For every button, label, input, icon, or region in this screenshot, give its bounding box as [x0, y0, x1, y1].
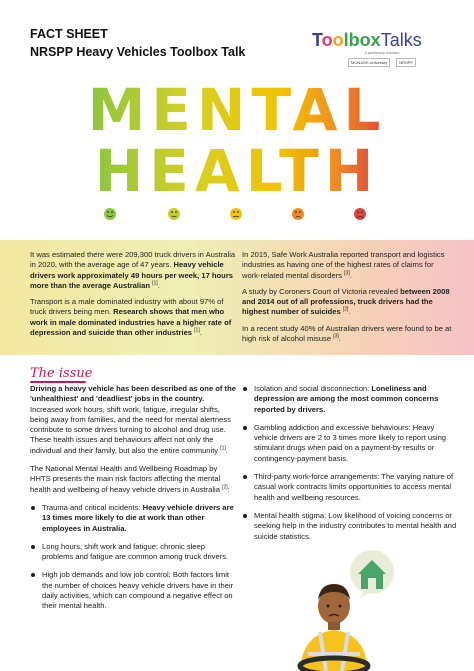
- logo-tagline: A partnership between: [364, 51, 400, 55]
- partner-nrspp-logo: NRSPP: [396, 58, 416, 67]
- driver-illustration: [290, 540, 430, 671]
- emoji-face-icon: [230, 208, 242, 220]
- intro-paragraph: A study by Coroners Court of Victoria revealed between 2008 and 2014 out of all professions, truck drivers had the highest number of suicides [2].: [242, 286, 450, 317]
- list-item: Gambling addiction and excessive behaviours: Heavy vehicle drivers are 2 to 3 times more likely to report using stimulant drugs when paid on a payment-by results or contingency-payment basis.: [242, 423, 457, 464]
- risk-factor-list: [242, 384, 457, 542]
- list-item: Third-party work-force arrangements: The varying nature of casual work contracts limits opportunities to access mental health and wellbeing resources.: [242, 472, 457, 503]
- list-item: Mental health stigma: Low likelihood of voicing concerns or seeking help in the industry contributes to mental health and suicide statistics.: [242, 511, 457, 542]
- title-svg: [0, 78, 474, 238]
- emoji-face-icon: [168, 208, 180, 220]
- risk-factor-list: [30, 503, 236, 612]
- emoji-face-icon: [292, 208, 304, 220]
- issue-left-column: [30, 384, 236, 620]
- intro-paragraph: It was estimated there were 209,300 truck drivers in Australia in 2020, with the average age of 47 years. Heavy vehicle drivers work approximately 49 hours per week, 17 hours more than the average Australian [1].: [30, 250, 236, 290]
- heading-underline: [30, 381, 86, 383]
- intro-paragraph: Transport is a male dominated industry with about 97% of truck drivers being men. Research shows that men who work in male dominated industries have a higher rate of depression and suicide than other industries [1].: [30, 297, 232, 338]
- partner-logos: [312, 58, 452, 67]
- toolbox-talks-logo: [312, 30, 452, 67]
- title-line-1: MENTAL: [87, 78, 387, 144]
- emoji-face-icon: [104, 208, 116, 220]
- title-art: [0, 78, 474, 238]
- emoji-face-icon: [354, 208, 366, 220]
- list-item: Long hours, shift work and fatigue: chronic sleep problems and fatigue are common among truck drivers.: [30, 542, 236, 563]
- house-icon: [350, 550, 394, 598]
- section-heading-issue: The issue: [30, 366, 93, 381]
- intro-right-column: [242, 250, 454, 350]
- intro-band: [0, 240, 474, 355]
- issue-paragraph: The National Mental Health and Wellbeing Roadmap by HHTS presents the main risk factors affecting the mental health and wellbeing of heavy vehicle drivers in Australia [2]:: [30, 464, 230, 494]
- title-line-2: HEALTH: [94, 137, 380, 205]
- header: [30, 27, 245, 60]
- doc-type-label: FACT SHEET: [30, 27, 108, 41]
- intro-paragraph: In a recent study 40% of Australian drivers were found to be at high risk of alcohol misuse [3].: [242, 323, 452, 344]
- issue-paragraph: Driving a heavy vehicle has been described as one of the 'unhealthiest' and 'deadliest' jobs in the country. Increased work hours, shift work, fatigue, irregular shifts, being away from families, and the need for mental alertness contribute to some drivers turning to alcohol and drug use. These health issues and behaviours affect not only the individual and their family, but also the entire community [1].: [30, 384, 236, 455]
- list-item: Isolation and social disconnection: Loneliness and depression are among the most common concerns reported by drivers.: [242, 384, 457, 415]
- list-item: Trauma and critical incidents: Heavy vehicle drivers are 13 times more likely to die at work than other employees in Australia.: [30, 503, 236, 534]
- doc-subtitle: NRSPP Heavy Vehicles Toolbox Talk: [30, 45, 246, 59]
- intro-paragraph: In 2015, Safe Work Australia reported transport and logistics industries as having one of the highest rates of claims for work-related mental disorders [3].: [242, 250, 445, 280]
- list-item: High job demands and low job control: Both factors limit the number of choices heavy vehicle drivers have in their daily activities, which can compound a negative effect on their mental health.: [30, 570, 236, 611]
- intro-left-column: [30, 250, 236, 344]
- issue-right-column: [242, 384, 457, 550]
- logo-wordmark: ToolboxTalks: [312, 30, 422, 50]
- partner-monash-logo: MONASH University: [348, 58, 390, 67]
